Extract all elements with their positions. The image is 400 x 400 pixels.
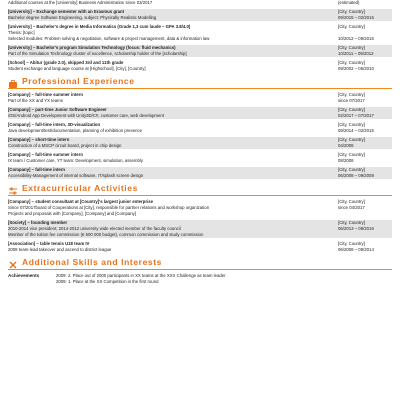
education-entry xyxy=(8,9,392,21)
entry-date: 04/2008 xyxy=(338,143,354,148)
entry-date: 06/2008 – 09/2014 xyxy=(338,247,374,252)
entry-date: 09/2015 – 02/2016 xyxy=(338,15,374,20)
entry-heading: [University] – Bachelor's program Simulation Technology (focus: fluid mechanics) xyxy=(8,45,176,50)
entry-detail: Bachelor degree Software Engineering, subject: Physically Realistic Modelling xyxy=(8,15,157,20)
entry-location: [City, Country] xyxy=(338,199,365,204)
entry-heading: [Company] – full-time summer intern xyxy=(8,152,83,157)
entry-location: [City, Country] xyxy=(338,220,365,225)
experience-entry xyxy=(8,167,392,179)
entry-detail: 2008 team-lead takeover and ascend to district league xyxy=(8,247,112,252)
entry-heading: [University] – Bachelor's degree in Media Informatics (Grade 1,3 cum laude – GPA 3.8/4.0) xyxy=(8,24,191,29)
entry-date: since 04/2017 xyxy=(338,205,365,210)
achievement-line: 2009: 2. Place out of 2000 participants in XX teams at the XXX Challenge as team leader xyxy=(56,273,226,278)
entry-detail: Thesis: [topic] xyxy=(8,30,35,35)
section-header-professional xyxy=(8,74,392,89)
entry-location: [City, Country] xyxy=(338,9,365,14)
entry-location: [City, Country] xyxy=(338,122,365,127)
education-entry xyxy=(8,24,392,42)
entry-detail: Construction of a MSCP circuit board, project in chip design xyxy=(8,143,122,148)
entry-detail: Member of the tuition fee commission (€ 500 000 budget), common commission and study commission xyxy=(8,232,204,237)
entry-detail: Projects and proposals with [Company], [Company] and [Company] xyxy=(8,211,137,216)
entry-location: [City, Country] xyxy=(338,107,365,112)
entry-heading: [Company] – full-time intern xyxy=(8,167,66,172)
achievements-label: Achievements xyxy=(8,273,40,278)
tools-icon xyxy=(8,257,18,267)
entry-location: [City, Country] xyxy=(338,152,365,157)
entry-date: 09/2002 – 05/2010 xyxy=(338,66,374,71)
achievement-line: 2009: 1. Place at the XX Competition in the first round xyxy=(56,279,159,284)
education-entry xyxy=(8,60,392,72)
entry-location: [City, Country] xyxy=(338,167,365,172)
briefcase-icon xyxy=(8,76,18,86)
entry-location: [City, Country] xyxy=(338,92,365,97)
education-top-text: Additional courses at the [University] Business Administration since 03/2017 xyxy=(8,0,153,5)
entry-heading: [School] – Abitur (grade 2.0), skipped 3rd and 11th grade xyxy=(8,60,124,65)
achievements-row xyxy=(8,273,392,285)
experience-entry xyxy=(8,92,392,104)
entry-date: 09/2014 – 02/2015 xyxy=(338,128,374,133)
entry-heading: [Company] – full-time intern, 3D-visualization xyxy=(8,122,101,127)
experience-entry xyxy=(8,107,392,119)
education-section xyxy=(8,0,392,72)
entry-date: 06/2013 – 09/2016 xyxy=(338,226,374,231)
entry-detail: Part of the XX and YX teams xyxy=(8,98,63,103)
entry-heading: [Company] – student consultant at [Country]'s largest junior enterprise xyxy=(8,199,153,204)
entry-location: [City, Country] xyxy=(338,241,365,246)
entry-heading: [Company] – short-time intern xyxy=(8,137,70,142)
entry-detail: Selected modules: Problem solving & negotiation, software & project management, data & information law xyxy=(8,36,210,41)
entry-detail: Part of the Simulation Technology cluster of excellence, scholarship holder of the [scholarship] xyxy=(8,51,187,56)
section-title: Professional Experience xyxy=(22,76,135,86)
entry-date: 08/2008 xyxy=(338,158,354,163)
education-entry xyxy=(8,45,392,57)
sliders-icon xyxy=(8,183,18,193)
additional-list xyxy=(8,273,392,285)
entry-heading: [University] – Exchange semester with an Erasmus grant xyxy=(8,9,125,14)
extracurricular-entry xyxy=(8,199,392,217)
education-top-right: (estimated) xyxy=(338,0,360,5)
entry-heading: [Company] – full-time summer intern xyxy=(8,92,83,97)
entry-detail: iOS/Android App Development with Unity3D/C#, customer care, web development xyxy=(8,113,164,118)
entry-location: [City, Country] xyxy=(338,45,365,50)
experience-entry xyxy=(8,152,392,164)
section-header-additional xyxy=(8,255,392,270)
entry-date: 10/2012 – 09/2016 xyxy=(338,36,374,41)
entry-date: 02/2017 – 07/2017 xyxy=(338,113,374,118)
entry-detail: Since 07/2017board of Cooperations at [City], responsible for partner relations and workshop organization xyxy=(8,205,210,210)
section-title: Extracurricular Activities xyxy=(22,183,138,193)
extracurricular-entry xyxy=(8,220,392,238)
entry-date: 10/2011 – 09/2012 xyxy=(338,51,374,56)
entry-location: [City, Country] xyxy=(338,137,365,142)
entry-heading: [Society] – founding member xyxy=(8,220,68,225)
extracurricular-entry xyxy=(8,241,392,253)
section-header-extracurricular xyxy=(8,181,392,196)
section-title: Additional Skills and Interests xyxy=(22,257,162,267)
entry-detail: Student exchange and language course at [Highschool], [City], [Country] xyxy=(8,66,146,71)
entry-detail: 2010-2014 vice president; 2014-2012 university wide elected member of the faculty council xyxy=(8,226,181,231)
entry-heading: [Association] – table tennis U18 team IV xyxy=(8,241,90,246)
entry-detail: Java development/test/documentation, planning of exhibition presence xyxy=(8,128,143,133)
extracurricular-list xyxy=(8,199,392,253)
entry-heading: [Company] – part-time Junior Software Engineer xyxy=(8,107,107,112)
entry-date: since 07/2017 xyxy=(338,98,365,103)
education-top-line xyxy=(8,0,392,6)
entry-location: [City, Country] xyxy=(338,60,365,65)
entry-detail: Accessibility-Management of internal software, IT/splash screen design xyxy=(8,173,144,178)
entry-date: 06/2008 – 09/2008 xyxy=(338,173,374,178)
entry-location: [City, Country] xyxy=(338,24,365,29)
experience-entry xyxy=(8,137,392,149)
experience-list xyxy=(8,92,392,179)
experience-entry xyxy=(8,122,392,134)
entry-detail: IX team / Customer care, YT team: Development, simulation, assembly xyxy=(8,158,144,163)
